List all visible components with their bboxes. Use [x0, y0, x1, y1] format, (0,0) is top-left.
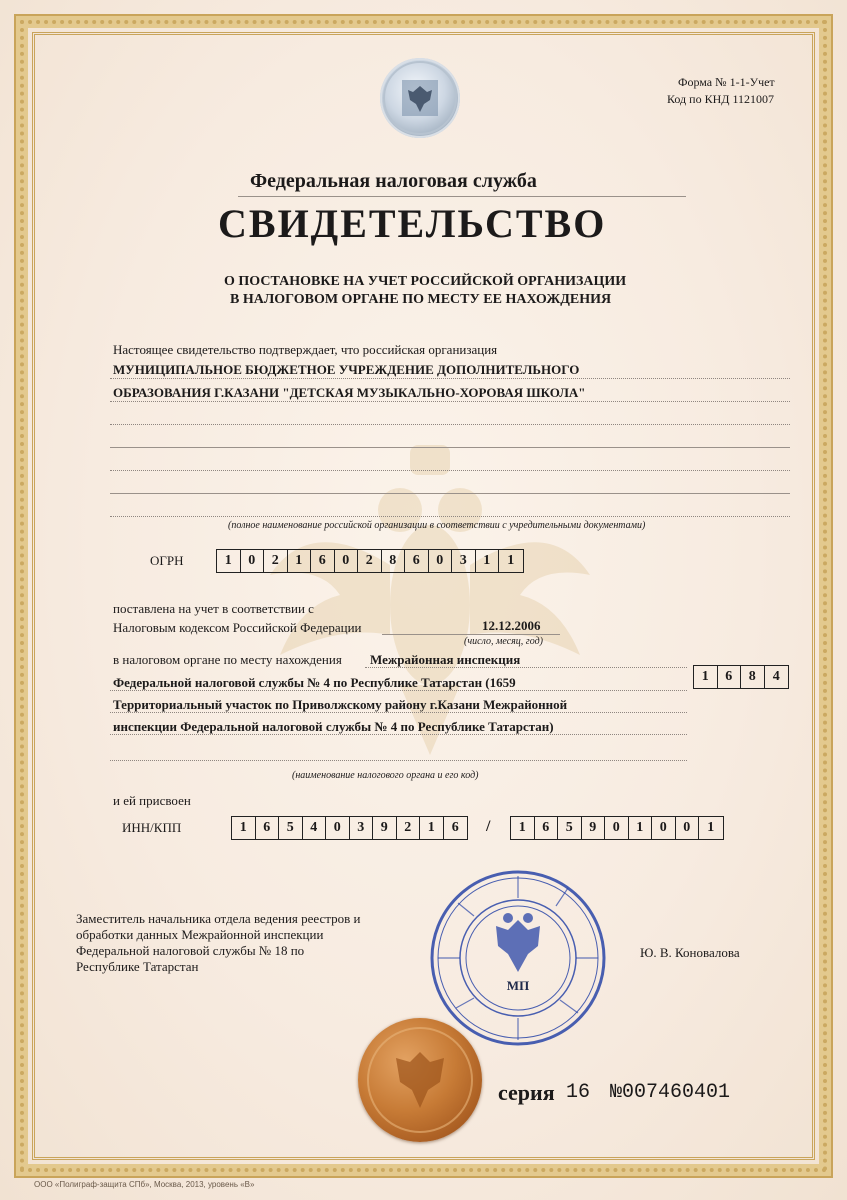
authority-line-2: Федеральной налоговой службы № 4 по Республике Татарстан (1659 — [113, 675, 516, 690]
service-underline — [238, 196, 686, 197]
org-line — [110, 378, 790, 379]
series-number: 16 — [566, 1081, 591, 1104]
date-caption: (число, месяц, год) — [464, 636, 543, 647]
inn-digit: 2 — [397, 817, 421, 839]
authority-code-digit: 8 — [741, 666, 765, 688]
kpp-digit: 1 — [511, 817, 535, 839]
subtitle-line-2: В НАЛОГОВОМ ОРГАНЕ ПО МЕСТУ ЕЕ НАХОЖДЕНИЯ — [230, 292, 612, 307]
registration-line-1: поставлена на учет в соответствии с — [113, 601, 314, 616]
series-label: серия — [498, 1080, 555, 1105]
authority-intro: в налоговом органе по месту нахождения — [113, 652, 342, 667]
inn-digit: 6 — [256, 817, 280, 839]
certificate-number: №007460401 — [610, 1081, 731, 1104]
kpp-digit: 0 — [652, 817, 676, 839]
ogrn-digit: 0 — [335, 550, 359, 572]
kpp-digit: 6 — [535, 817, 559, 839]
ogrn-digit: 3 — [452, 550, 476, 572]
inn-digit: 9 — [373, 817, 397, 839]
date-underline — [382, 634, 560, 635]
org-line — [110, 401, 790, 402]
authority-caption: (наименование налогового органа и его код) — [292, 770, 479, 781]
signatory-position-1: Заместитель начальника отдела ведения реестров и — [76, 911, 361, 926]
inn-digit: 5 — [279, 817, 303, 839]
ogrn-digit: 0 — [241, 550, 265, 572]
inn-digit: 0 — [326, 817, 350, 839]
ogrn-digit: 1 — [476, 550, 500, 572]
kpp-digit: 0 — [605, 817, 629, 839]
inn-kpp-label: ИНН/КПП — [122, 820, 182, 835]
signatory-position-4: Республике Татарстан — [76, 959, 199, 974]
gold-seal — [358, 1018, 482, 1142]
tax-authority-code — [693, 665, 789, 689]
mp-label: МП — [506, 978, 530, 993]
kpp-number — [510, 816, 724, 840]
inn-digit: 1 — [420, 817, 444, 839]
eagle-hologram-icon — [380, 58, 460, 138]
inn-digit: 3 — [350, 817, 374, 839]
kpp-digit: 0 — [676, 817, 700, 839]
inn-number — [231, 816, 468, 840]
inn-digit: 4 — [303, 817, 327, 839]
hologram-emblem — [380, 58, 460, 138]
org-line — [110, 493, 790, 494]
ogrn-digit: 6 — [311, 550, 335, 572]
ogrn-digit: 1 — [507, 553, 515, 568]
kpp-digit: 1 — [629, 817, 653, 839]
signatory-name: Ю. В. Коновалова — [640, 945, 740, 960]
authority-line — [110, 712, 687, 713]
registration-line-2: Налоговым кодексом Российской Федерации — [113, 620, 362, 635]
signatory-position-2: обработки данных Межрайонной инспекции — [76, 927, 324, 942]
document-title: СВИДЕТЕЛЬСТВО — [218, 201, 607, 246]
eagle-seal-icon — [358, 1018, 482, 1142]
org-name-line-2: ОБРАЗОВАНИЯ Г.КАЗАНИ "ДЕТСКАЯ МУЗЫКАЛЬНО-ХОРОВАЯ ШКОЛА" — [113, 385, 586, 400]
intro-text: Настоящее свидетельство подтверждает, что российская организация — [113, 342, 498, 357]
authority-line-4: инспекции Федеральной налоговой службы № 4 по Республике Татарстан) — [113, 719, 554, 734]
ogrn-digit: 8 — [382, 550, 406, 572]
printer-imprint: ООО «Полиграф-защита СПб», Москва, 2013, уровень «В» — [34, 1180, 255, 1189]
authority-code-digit: 4 — [772, 669, 780, 684]
inn-kpp-separator: / — [486, 818, 491, 835]
org-line — [110, 470, 790, 471]
org-line — [110, 447, 790, 448]
authority-line-1: Межрайонная инспекция — [370, 652, 521, 667]
authority-line — [110, 734, 687, 735]
signatory-position-3: Федеральной налоговой службы № 18 по — [76, 943, 305, 958]
ogrn-label: ОГРН — [150, 553, 184, 568]
ogrn-digit: 6 — [405, 550, 429, 572]
authority-line — [365, 667, 687, 668]
ogrn-digit: 1 — [217, 550, 241, 572]
form-number: Форма № 1-1-Учет — [678, 75, 775, 89]
ogrn-digit: 2 — [358, 550, 382, 572]
authority-line-3: Территориальный участок по Приволжскому району г.Казани Межрайонной — [113, 697, 568, 712]
org-name-caption: (полное наименование российской организации в соответствии с учредительными документами) — [228, 520, 646, 531]
ogrn-digit: 0 — [429, 550, 453, 572]
ogrn-number — [216, 549, 524, 573]
authority-line — [110, 760, 687, 761]
org-line — [110, 516, 790, 517]
org-line — [110, 424, 790, 425]
ogrn-digit: 1 — [288, 550, 312, 572]
authority-code-digit: 6 — [718, 666, 742, 688]
inn-digit: 1 — [232, 817, 256, 839]
kpp-digit: 5 — [558, 817, 582, 839]
assigned-text: и ей присвоен — [113, 793, 191, 808]
service-name: Федеральная налоговая служба — [250, 170, 537, 192]
inn-digit: 6 — [451, 820, 459, 835]
subtitle-line-1: О ПОСТАНОВКЕ НА УЧЕТ РОССИЙСКОЙ ОРГАНИЗАЦИИ — [224, 274, 627, 289]
knd-code: Код по КНД 1121007 — [667, 92, 774, 106]
authority-code-digit: 1 — [694, 666, 718, 688]
registration-date: 12.12.2006 — [482, 618, 541, 633]
kpp-digit: 1 — [707, 820, 715, 835]
ogrn-digit: 2 — [264, 550, 288, 572]
org-name-line-1: МУНИЦИПАЛЬНОЕ БЮДЖЕТНОЕ УЧРЕЖДЕНИЕ ДОПОЛНИТЕЛЬНОГО — [113, 362, 580, 377]
authority-line — [110, 690, 687, 691]
kpp-digit: 9 — [582, 817, 606, 839]
